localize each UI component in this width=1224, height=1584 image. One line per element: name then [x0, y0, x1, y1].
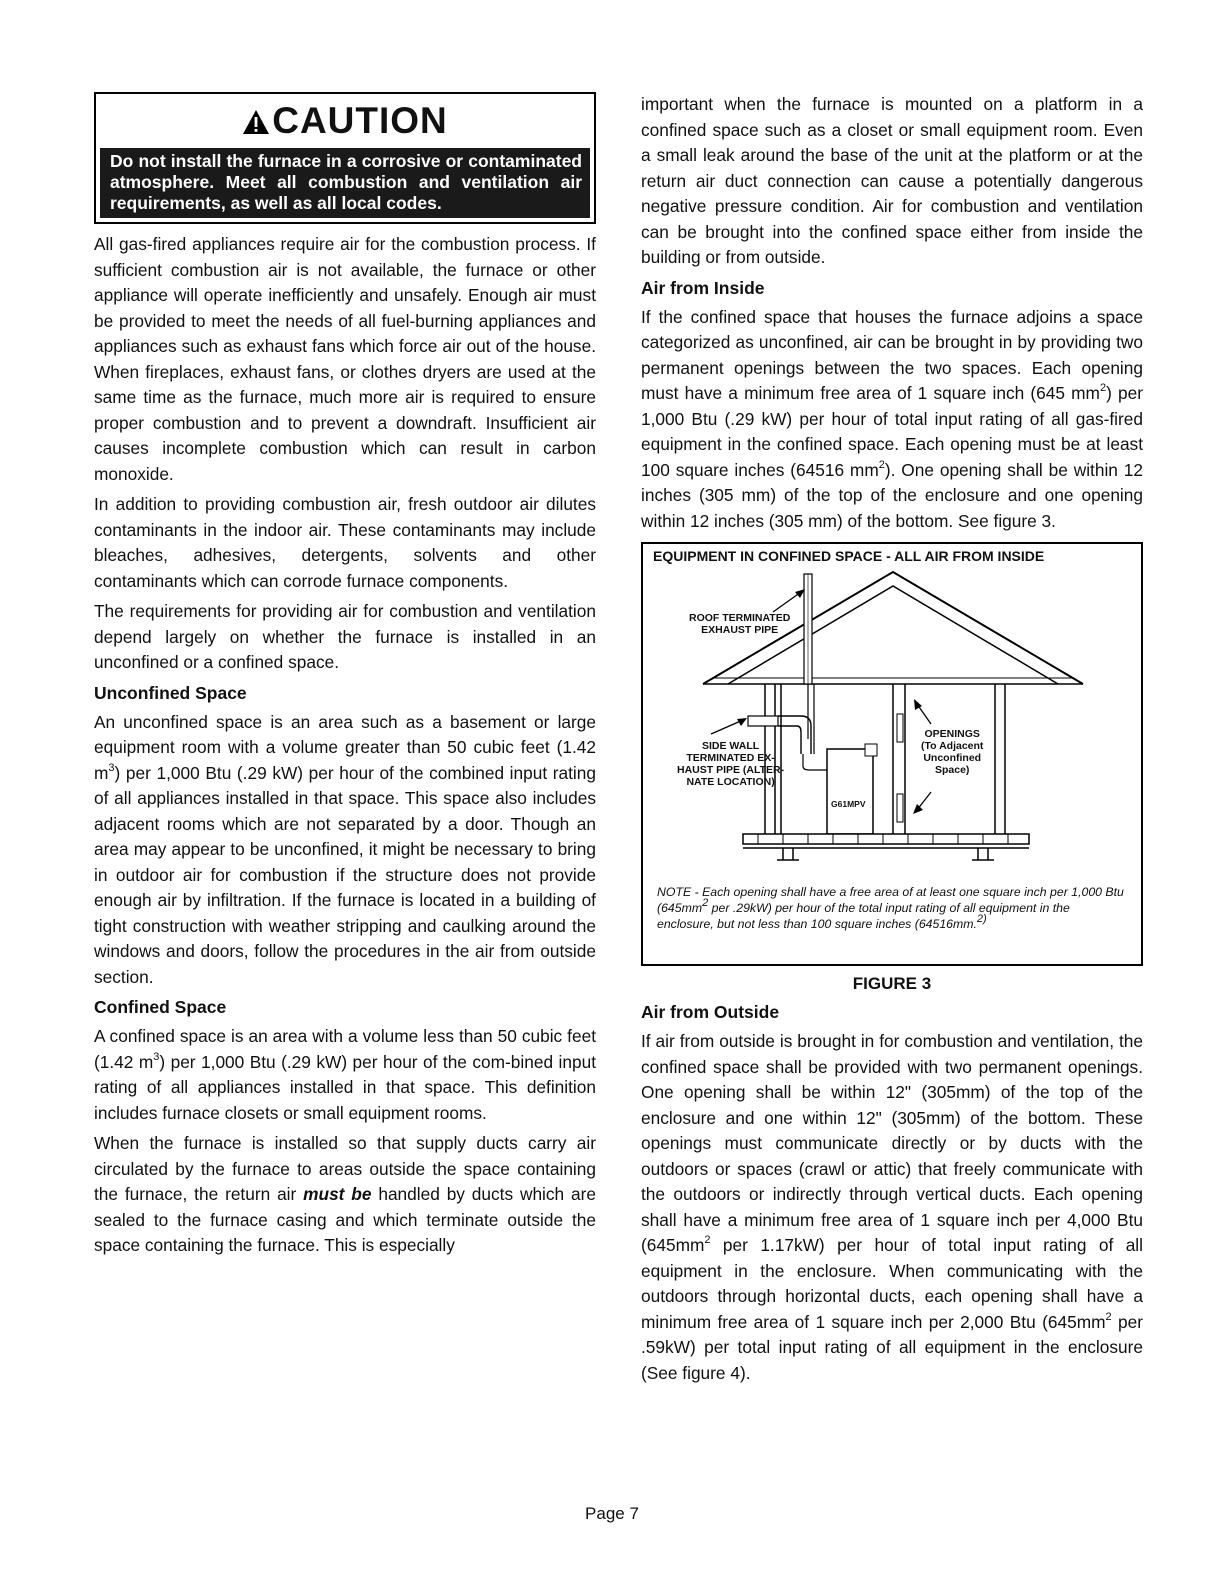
heading-air-from-outside: Air from Outside: [641, 1002, 780, 1022]
paragraph-unconfined-space: An unconfined space is an area such as a basement or large equipment room with a volume greater than 50 cubic feet (1.42 $m^3$) per 1,000 Btu (.29 kW) per hour of the combined input rating of all appliances installed in that space. This space also includes adjacent rooms which are not separated by a door. Though an area may appear to be unconfined, it might be necessary to bring in outdoor air for combustion if the structure does not provide enough air by infiltration. If the furnace is located in a building of tight construction with weather stripping and caulking around the windows and doors, follow the procedures in the air from outside section.: [94, 711, 596, 987]
caution-title: [100, 98, 590, 144]
caution-box: [94, 92, 596, 224]
figure-note: NOTE - Each opening shall have a free area of at least one square inch per 1,000 Btu ($645mm^2$ per .29kW) per hour of the total input rating of all equipment in the enclosure, but not less than 100 square inches (64516mm.$^{2)}$: [657, 885, 1124, 931]
label-side-wall-exhaust: SIDE WALL TERMINATED EX- HAUST PIPE (ALTER- NATE LOCATION): [677, 740, 785, 788]
warning-triangle-icon: [242, 109, 270, 135]
figure-3-diagram: [641, 542, 1143, 966]
paragraph-supply-ducts: When the furnace is installed so that supply ducts carry air circulated by the furnace to areas outside the space containing the furnace, the return air must be handled by ducts which are sealed to the furnace casing and which terminate outside the space containing the furnace. This is especially: [94, 1133, 596, 1255]
heading-air-from-inside: Air from Inside: [641, 277, 765, 298]
page-number: Page 7: [585, 1504, 639, 1523]
figure-caption: FIGURE 3: [852, 974, 932, 993]
confined-space-illustration: [643, 544, 1139, 874]
caution-title-text: CAUTION: [272, 100, 448, 141]
paragraph-combustion-air: All gas-fired appliances require air for the combustion process. If sufficient combustion air is not available, the furnace or other appliance will operate inefficiently and unsafely. Enough air must be provided to meet the needs of all fuel-burning appliances and appliances such as exhaust fans which force air out of the house. When fireplaces, exhaust fans, or clothes dryers are used at the same time as the furnace, much more air is required to ensure proper combustion and to prevent a downdraft. Insufficient air causes incomplete combustion which can result in carbon monoxide.: [94, 234, 596, 484]
paragraph-air-from-outside: If air from outside is brought in for combustion and ventilation, the confined space shall be provided with two permanent openings. One opening shall be within 12" (305mm) of the top of the enclosure and one within 12" (305mm) of the bottom. These openings must communicate directly or by ducts with the outdoors or spaces (crawl or attic) that freely communicate with the outdoors or indirectly through vertical ducts. Each opening shall have a minimum free area of 1 square inch per 4,000 Btu ($645mm^2$ per 1.17kW) per hour of total input rating of all equipment in the enclosure. When communicating with the outdoors through horizontal ducts, each opening shall have a minimum free area of 1 square inch per 2,000 Btu ($645mm^2$ per .59kW) per total input rating of all equipment in the enclosure (See figure 4).: [641, 1031, 1143, 1383]
heading-unconfined-space: Unconfined Space: [94, 682, 247, 703]
right-column: [641, 92, 1143, 1391]
left-column: [94, 92, 596, 1264]
paragraph-platform: important when the furnace is mounted on a platform in a confined space such as a closet or small equipment room. Even a small leak around the base of the unit at the platform or at the return air duct connection can cause a potentially dangerous negative pressure condition. Air for combustion and ventilation can be brought into the confined space either from inside the building or from outside.: [641, 94, 1143, 267]
paragraph-air-from-inside: If the confined space that houses the furnace adjoins a space categorized as unconfined, air can be brought in by providing two permanent openings between the two spaces. Each opening must have a minimum free area of 1 square inch (645 $mm^2$) per 1,000 Btu (.29 kW) per hour of total input rating of all gas-fired equipment in the confined space. Each opening must be at least 100 square inches (64516 $mm^2$). One opening shall be within 12 inches (305 mm) of the top of the enclosure and one opening within 12 inches (305 mm) of the bottom. See figure 3.: [641, 306, 1144, 531]
paragraph-fresh-air: In addition to providing combustion air, fresh outdoor air dilutes contaminants in the indoor air. These contaminants may include bleaches, adhesives, detergents, solvents and other contaminants which can corrode furnace components.: [94, 494, 596, 591]
caution-message: Do not install the furnace in a corrosive or contaminated atmosphere. Meet all combustion and ventilation air requirements, as well as all local codes.: [100, 148, 590, 218]
figure-heading: EQUIPMENT IN CONFINED SPACE - ALL AIR FROM INSIDE: [653, 548, 1045, 564]
paragraph-confined-space: A confined space is an area with a volume less than 50 cubic feet (1.42 $m^3$) per 1,000 Btu (.29 kW) per hour of the com-bined input rating of all appliances installed in that space. This definition includes furnace closets or small equipment rooms.: [94, 1026, 596, 1123]
paragraph-requirements: The requirements for providing air for combustion and ventilation depend largely on whether the furnace is installed in an unconfined or a confined space.: [94, 601, 596, 672]
label-roof-exhaust: ROOF TERMINATED EXHAUST PIPE: [689, 612, 791, 636]
label-openings: OPENINGS (To Adjacent Unconfined Space): [921, 728, 984, 776]
furnace-model-label: G61MPV: [831, 799, 866, 809]
heading-confined-space: Confined Space: [94, 997, 227, 1017]
